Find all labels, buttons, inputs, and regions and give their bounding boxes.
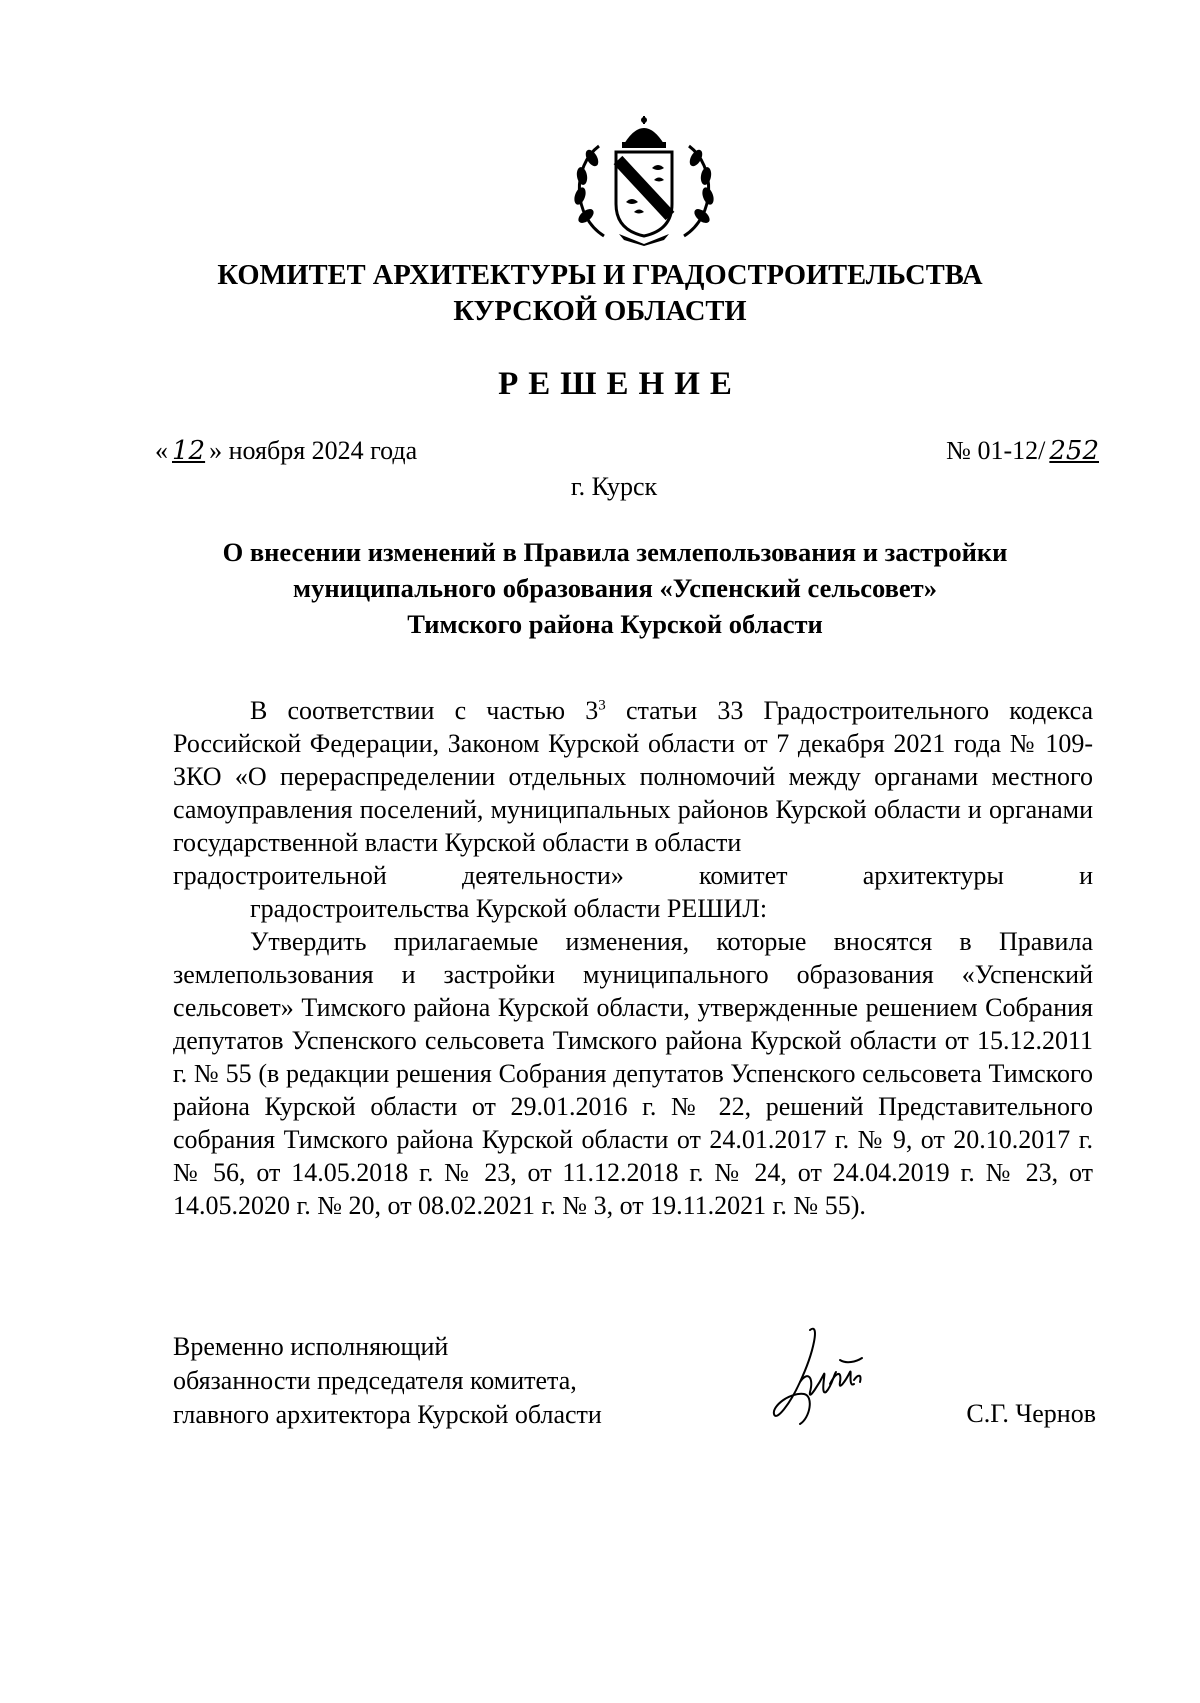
document-type: РЕШЕНИЕ	[498, 366, 742, 402]
document-body	[173, 694, 1093, 1222]
subject-line-2: муниципального образования «Успенский сельсовет»	[293, 573, 937, 603]
signature-icon	[770, 1322, 890, 1432]
signatory-name: С.Г. Чернов	[966, 1399, 1096, 1428]
p1-superscript: 3	[598, 697, 606, 714]
coat-of-arms-icon	[564, 116, 724, 246]
document-subject	[180, 534, 1050, 642]
date-rest: » ноября 2024 года	[209, 436, 418, 465]
org-line-2: КУРСКОЙ ОБЛАСТИ	[453, 296, 747, 327]
document-city: г. Курск	[570, 472, 658, 501]
paragraph-1	[173, 694, 1093, 925]
position-line-2: обязанности председателя комитета,	[173, 1366, 577, 1395]
signatory-position	[173, 1330, 602, 1432]
date-open-quote: «	[155, 436, 168, 465]
p1-part2: статьи 33 Градостроительного кодекса Российской Федерации, Законом Курской области от 7 декабря 2021 года № 109-ЗКО «О перераспределении отдельных полномочий между органами местного самоуправления поселений, муниципальных районов Курской области и органами государственной власти Курской области в области	[173, 696, 1094, 857]
number-suffix: 252	[1049, 436, 1099, 466]
p1-part1: В соответствии с частью 3	[250, 696, 599, 725]
document-number	[946, 436, 1103, 466]
p1-end: градостроительства Курской области РЕШИЛ:	[250, 894, 768, 923]
subject-line-1: О внесении изменений в Правила землепользования и застройки	[222, 537, 1008, 567]
document-date	[155, 436, 417, 466]
org-line-1: КОМИТЕТ АРХИТЕКТУРЫ И ГРАДОСТРОИТЕЛЬСТВА	[217, 260, 983, 291]
subject-line-3: Тимского района Курской области	[407, 609, 823, 639]
organization-name	[150, 258, 1050, 330]
paragraph-2: Утвердить прилагаемые изменения, которые вносятся в Правила землепользования и застройки муниципального образования «Успенский сельсовет» Тимского района Курской области, утвержденные решением Собрания депутатов Успенского сельсовета Тимского района Курской области от 15.12.2011 г. № 55 (в редакции решения Собрания депутатов Успенского сельсовета Тимского района Курской области от 29.01.2016 г. № 22, решений Представительного собрания Тимского района Курской области от 24.01.2017 г. № 9, от 20.10.2017 г. № 56, от 14.05.2018 г. № 23, от 11.12.2018 г. № 24, от 24.04.2019 г. № 23, от 14.05.2020 г. № 20, от 08.02.2021 г. № 3, от 19.11.2021 г. № 55).	[173, 927, 1093, 1220]
p1-justified-line: градостроительной деятельности» комитет архитектуры и	[173, 861, 1093, 890]
position-line-3: главного архитектора Курской области	[173, 1400, 602, 1429]
position-line-1: Временно исполняющий	[173, 1332, 449, 1361]
date-day: 12	[172, 436, 206, 466]
number-prefix: № 01-12/	[946, 436, 1046, 465]
